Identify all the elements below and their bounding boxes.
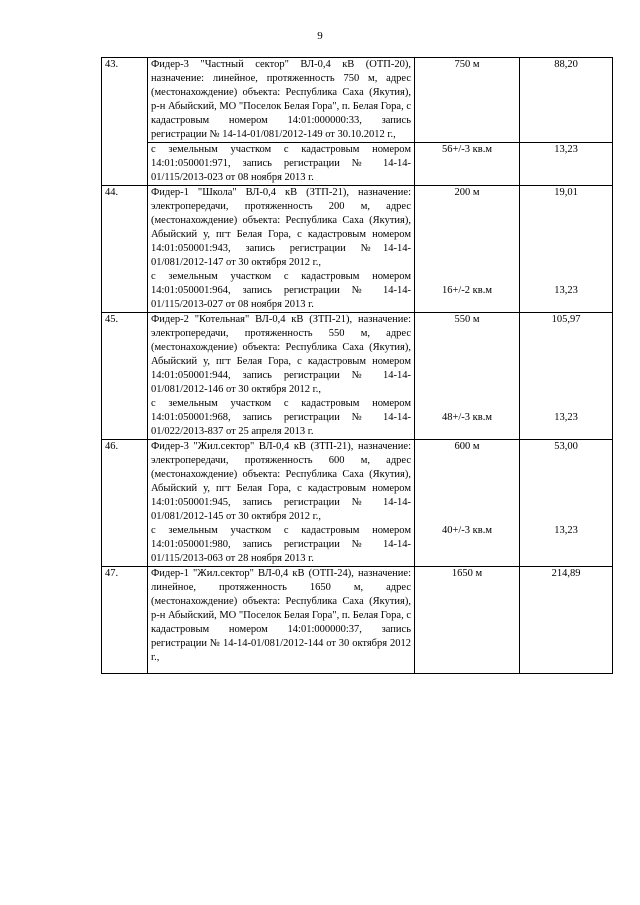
land-area: 48+/-3 кв.м <box>441 412 493 423</box>
object-description: Фидер-1 "Школа" ВЛ-0,4 кВ (ЗТП-21), назначение: электропередачи, протяженность 200 м, адрес (местонахождение) объекта: Республика Саха (Якутия), Абыйский у, пгт Белая Гора, с кадастровым номером 14:01:050001:943, запись регистрации №14-14-01/081/2012-147 от 30 октября 2012 г., <box>151 187 411 268</box>
object-description: Фидер-3 "Частный сектор" ВЛ-0,4 кВ (ОТП-20), назначение: линейное, протяженность 750 м, адрес (местонахождение) объекта: Республика Саха (Якутия), р-н Абыйский, МО "Поселок Белая Гора", п. Белая Гора, с кадастровым номером 14:01:000000:33, запись регистрации № 14-14-01/081/2012-149 от 30.10.2012 г., <box>148 58 415 143</box>
object-description-cell <box>148 186 415 313</box>
land-value: 13,23 <box>554 285 578 296</box>
row-number: 44. <box>102 186 148 313</box>
row-number: 46. <box>102 440 148 567</box>
land-description: с земельным участком с кадастровым номером 14:01:050001:971, запись регистрации № 14-14-01/115/2013-023 от 08 ноября 2013 г. <box>148 143 415 186</box>
land-description: с земельным участком с кадастровым номером 14:01:050001:964, запись регистрации № 14-14-01/115/2013-027 от 08 ноября 2013 г. <box>151 271 411 310</box>
object-length: 550 м <box>454 314 480 325</box>
object-description: Фидер-3 "Жил.сектор" ВЛ-0,4 кВ (ЗТП-21), назначение: электропередачи, протяженность 600 м, адрес (местонахождение) объекта: Республика Саха (Якутия), Абыйский у, пгт Белая Гора, с кадастровым номером 14:01:050001:945, запись регистрации № 14-14-01/081/2012-145 от 30 октября 2012 г., <box>151 441 411 522</box>
land-area: 56+/-3 кв.м <box>415 143 520 186</box>
object-description-cell <box>148 440 415 567</box>
land-value: 13,23 <box>554 525 578 536</box>
object-value: 53,00 <box>554 441 578 452</box>
object-description: Фидер-2 "Котельная" ВЛ-0,4 кВ (ЗТП-21), назначение: электропередачи, протяженность 550 м, адрес (местонахождение) объекта: Республика Саха (Якутия), Абыйский у, пгт Белая Гора, с кадастровым номером 14:01:050001:944, запись регистрации № 14-14-01/081/2012-146 от 30 октября 2012 г., <box>151 314 411 395</box>
land-area: 16+/-2 кв.м <box>441 285 493 296</box>
land-description: с земельным участком с кадастровым номером 14:01:050001:968, запись регистрации № 14-14-01/022/2013-837 от 25 апреля 2013 г. <box>151 398 411 437</box>
length-cell <box>415 313 520 440</box>
table-subrow <box>102 143 613 186</box>
object-value: 214,89 <box>520 567 613 674</box>
object-value: 105,97 <box>551 314 581 325</box>
table-row <box>102 313 613 440</box>
page-number: 9 <box>317 30 323 42</box>
object-length: 750 м <box>415 58 520 143</box>
row-number: 43. <box>102 58 148 186</box>
object-length: 200 м <box>454 187 480 198</box>
object-description-cell <box>148 313 415 440</box>
table-row <box>102 186 613 313</box>
object-description: Фидер-1 "Жил.сектор" ВЛ-0,4 кВ (ОТП-24), назначение: линейное, протяженность 1650 м, адрес (местонахождение) объекта: Республика Саха (Якутия), р-н Абыйский, МО "Поселок Белая Гора", п. Белая Гора, с кадастровым номером 14:01:000000:37, запись регистрации № 14-14-01/081/2012-144 от 30 октября 2012 г., <box>148 567 415 674</box>
object-length: 1650 м <box>415 567 520 674</box>
row-number: 45. <box>102 313 148 440</box>
land-value: 13,23 <box>554 412 578 423</box>
value-cell <box>520 186 613 313</box>
length-cell <box>415 186 520 313</box>
table-row <box>102 567 613 674</box>
land-description: с земельным участком с кадастровым номером 14:01:050001:980, запись регистрации № 14-14-01/115/2013-063 от 28 ноября 2013 г. <box>151 525 411 564</box>
length-cell <box>415 440 520 567</box>
value-cell <box>520 440 613 567</box>
row-number: 47. <box>102 567 148 674</box>
object-length: 600 м <box>454 441 480 452</box>
table-row <box>102 58 613 143</box>
land-area: 40+/-3 кв.м <box>441 525 493 536</box>
object-value: 19,01 <box>554 187 578 198</box>
land-value: 13,23 <box>520 143 613 186</box>
table-row <box>102 440 613 567</box>
object-value: 88,20 <box>520 58 613 143</box>
value-cell <box>520 313 613 440</box>
property-registry-table <box>101 57 613 674</box>
